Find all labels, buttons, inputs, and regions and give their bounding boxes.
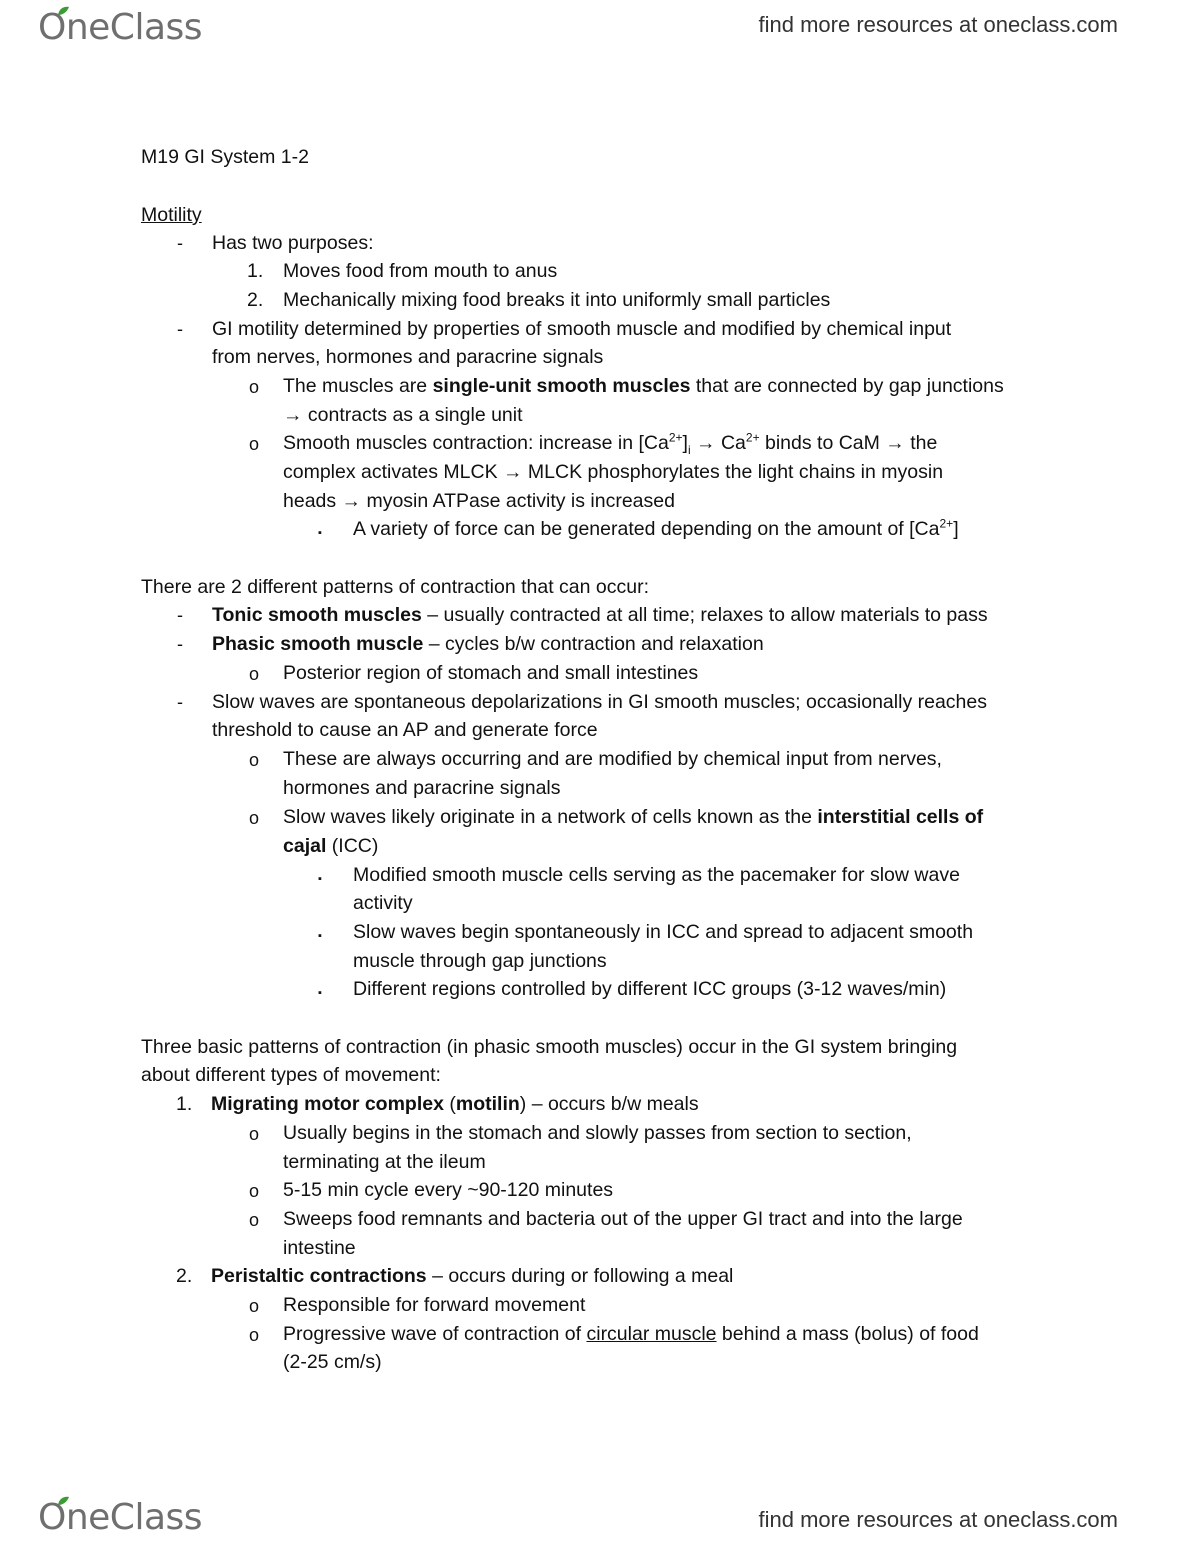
number-marker: 1. (176, 1093, 193, 1115)
list-item: Usually begins in the stomach and slowly passes from section to section, (283, 1122, 912, 1144)
circle-bullet: o (249, 1124, 260, 1144)
circle-bullet: o (249, 377, 260, 397)
circle-bullet: o (249, 434, 260, 454)
dash-bullet: - (177, 233, 183, 253)
list-item-continuation: (2-25 cm/s) (283, 1351, 382, 1373)
number-marker: 1. (247, 260, 264, 282)
paragraph-continuation: about different types of movement: (141, 1064, 441, 1086)
list-item: Modified smooth muscle cells serving as the pacemaker for slow wave (353, 864, 960, 886)
list-item: These are always occurring and are modified by chemical input from nerves, (283, 748, 942, 770)
list-item-continuation: muscle through gap junctions (353, 950, 607, 972)
brand-name: OneClass (38, 7, 203, 48)
list-item-continuation: cajal (ICC) (283, 835, 379, 857)
circle-bullet: o (249, 750, 260, 770)
section-heading: Motility (141, 204, 202, 226)
circle-bullet: o (249, 808, 260, 828)
list-item-continuation: intestine (283, 1237, 356, 1259)
list-item-continuation: complex activates MLCK → MLCK phosphorylates the light chains in myosin (283, 461, 944, 483)
paragraph: Three basic patterns of contraction (in phasic smooth muscles) occur in the GI system bringing (141, 1036, 958, 1058)
list-item: Different regions controlled by different ICC groups (3-12 waves/min) (353, 978, 947, 1000)
list-item-continuation: from nerves, hormones and paracrine signals (212, 346, 604, 368)
header-tagline[interactable]: find more resources at oneclass.com (758, 12, 1118, 37)
list-item-continuation: terminating at the ileum (283, 1151, 486, 1173)
list-item: The muscles are single-unit smooth muscles that are connected by gap junctions (283, 375, 1004, 397)
dash-bullet: - (177, 692, 183, 712)
oneclass-footer-logo[interactable] (38, 1496, 202, 1540)
list-item: GI motility determined by properties of smooth muscle and modified by chemical input (212, 318, 952, 340)
list-item: Tonic smooth muscles – usually contracted at all time; relaxes to allow materials to pass (212, 604, 988, 626)
list-item: Moves food from mouth to anus (283, 260, 558, 282)
list-item: Migrating motor complex (motilin) – occurs b/w meals (211, 1093, 699, 1115)
list-item: Phasic smooth muscle – cycles b/w contraction and relaxation (212, 633, 764, 655)
circle-bullet: o (249, 664, 260, 684)
document-title: M19 GI System 1-2 (141, 146, 309, 168)
list-item: Sweeps food remnants and bacteria out of the upper GI tract and into the large (283, 1208, 963, 1230)
square-bullet: ▪ (318, 873, 322, 885)
list-item: Responsible for forward movement (283, 1294, 586, 1316)
list-item-continuation: threshold to cause an AP and generate force (212, 719, 598, 741)
circle-bullet: o (249, 1325, 260, 1345)
paragraph: There are 2 different patterns of contraction that can occur: (141, 576, 650, 598)
number-marker: 2. (247, 289, 264, 311)
square-bullet: ▪ (318, 987, 322, 999)
list-item: A variety of force can be generated depending on the amount of $[Ca^{2+}]$ (353, 516, 959, 540)
list-item: Peristaltic contractions – occurs during or following a meal (211, 1265, 734, 1287)
brand-name: OneClass (38, 1497, 203, 1538)
list-item-continuation: → contracts as a single unit (283, 404, 523, 426)
dash-bullet: - (177, 319, 183, 339)
list-item: Slow waves are spontaneous depolarizations in GI smooth muscles; occasionally reaches (212, 691, 987, 713)
circle-bullet: o (249, 1181, 260, 1201)
oneclass-logo[interactable] (38, 6, 202, 50)
list-item: Mechanically mixing food breaks it into uniformly small particles (283, 289, 831, 311)
list-item: 5-15 min cycle every ~90-120 minutes (283, 1179, 614, 1201)
circle-bullet: o (249, 1210, 260, 1230)
square-bullet: ▪ (318, 930, 322, 942)
list-item: Slow waves likely originate in a network of cells known as the interstitial cells of (283, 806, 984, 828)
list-item: Progressive wave of contraction of circular muscle behind a mass (bolus) of food (283, 1323, 979, 1345)
list-item-continuation: hormones and paracrine signals (283, 777, 561, 799)
list-item-continuation: activity (353, 892, 413, 914)
dash-bullet: - (177, 605, 183, 625)
square-bullet: ▪ (318, 527, 322, 539)
list-item-continuation: heads → myosin ATPase activity is increased (283, 490, 675, 512)
list-item: Slow waves begin spontaneously in ICC and spread to adjacent smooth (353, 921, 974, 943)
list-item: Smooth muscles contraction: increase in $[Ca^{2+}]_i \to Ca^{2+}$ binds to CaM → the (283, 430, 938, 457)
list-item: Has two purposes: (212, 232, 374, 254)
dash-bullet: - (177, 634, 183, 654)
number-marker: 2. (176, 1265, 193, 1287)
footer-tagline[interactable]: find more resources at oneclass.com (758, 1507, 1118, 1532)
circle-bullet: o (249, 1296, 260, 1316)
list-item: Posterior region of stomach and small intestines (283, 662, 699, 684)
